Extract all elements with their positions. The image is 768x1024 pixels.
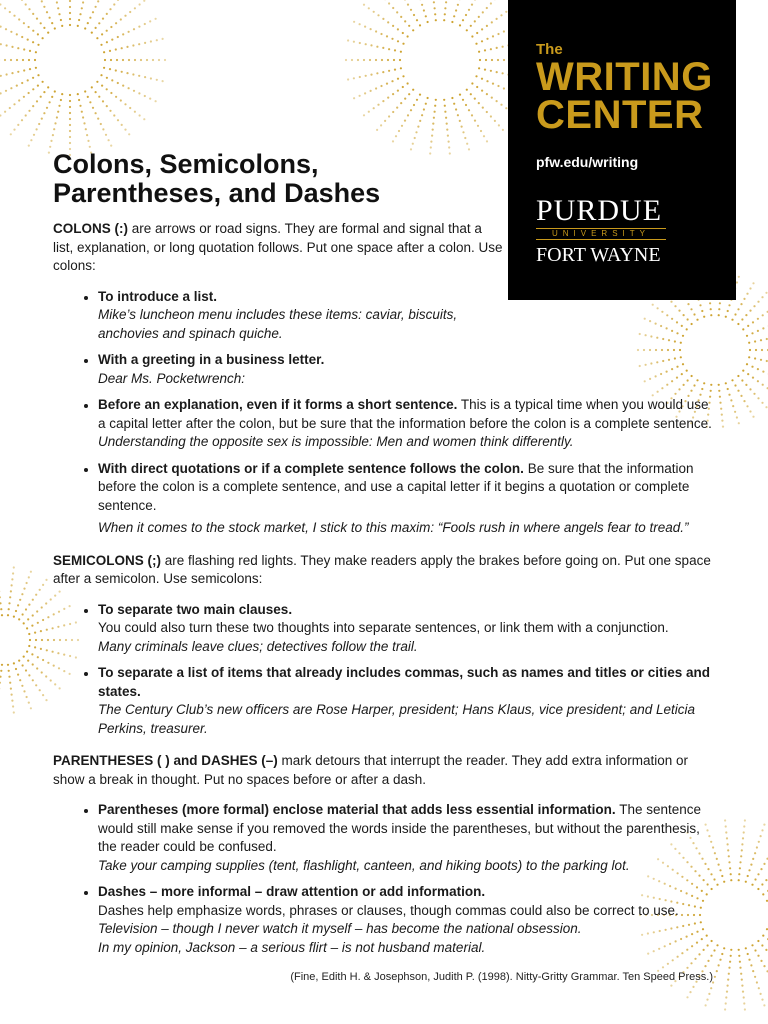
item-head: • To separate two main clauses. — [98, 601, 293, 617]
title-line-2: Parentheses, and Dashes — [53, 178, 381, 208]
list-item — [98, 664, 713, 738]
item-head: • Dashes – more informal – draw attention or add information. — [98, 884, 486, 899]
citation: (Fine, Edith H. & Josephson, Judith P. (1998). Nitty-Gritty Grammar. Ten Speed Press.) — [290, 971, 713, 983]
list-item — [98, 601, 713, 657]
item-body: Be sure that the information before the colon is a complete sentence, and use a capital letter if it begins a quotation or complete sentence. — [98, 460, 694, 513]
parentheses-intro — [53, 752, 713, 789]
logo-university: UNIVERSITY — [536, 228, 666, 240]
title-line-1: Colons, Semicolons, — [53, 149, 319, 179]
logo-the: The — [536, 41, 563, 58]
list-item — [98, 801, 713, 875]
colons-intro — [53, 220, 503, 276]
colons-intro-text: are arrows or road signs. They are formal and signal that a list, explanation, or long quotation follows. Put one space after a colon. Use colons: — [53, 221, 503, 273]
logo-fort-wayne: FORT WAYNE — [536, 244, 661, 266]
logo-purdue: PURDUE — [536, 194, 663, 227]
item-example: In my opinion, Jackson – a serious flirt – is not husband material. — [98, 939, 486, 955]
item-head: With a greeting in a business letter. — [98, 352, 325, 367]
item-example: Understanding the opposite sex is impossible: Men and women think differently. — [98, 434, 574, 449]
list-item — [98, 288, 458, 344]
item-head: To separate a list of items that already includes commas, such as names and titles or cities and states. — [98, 665, 710, 699]
item-example: When it comes to the stock market, I stick to this maxim: “Fools rush in where angels fear to tread.” — [98, 520, 689, 535]
item-head: With direct quotations or if a complete sentence follows the colon. — [98, 460, 524, 476]
item-head: Before an explanation, even if it forms a short sentence. — [98, 397, 458, 412]
sunburst — [0, 0, 166, 156]
colons-lead: COLONS (:) — [53, 221, 128, 236]
logo-writing: WRITING — [536, 55, 713, 99]
parentheses-lead: PARENTHESES ( ) and DASHES (–) — [53, 753, 278, 768]
item-body: You could also turn these two thoughts into separate sentences, or link them with a conjunction. — [98, 620, 669, 635]
item-example: Mike’s luncheon menu includes these items: caviar, biscuits, anchovies and spinach quiche. — [98, 307, 458, 341]
item-example: Many criminals leave clues; detectives follow the trail. — [98, 638, 418, 654]
list-item — [98, 460, 713, 538]
item-body: Dashes help emphasize words, phrases or clauses, though commas could also be correct to use. — [98, 902, 679, 918]
item-example: Take your camping supplies (tent, flashlight, canteen, and hiking boots) to the parking lot. — [98, 857, 630, 873]
colons-list — [53, 288, 713, 538]
page-title — [53, 150, 473, 208]
semicolons-intro-text: are flashing red lights. They make readers apply the brakes before going on. Put one space after a semicolon. Use semicolons: — [53, 552, 711, 586]
list-item — [98, 396, 713, 452]
website-url[interactable]: pfw.edu/writing — [536, 154, 639, 170]
list-item — [98, 351, 713, 388]
item-example: The Century Club’s new officers are Rose Harper, president; Hans Klaus, vice president; and Leticia Perkins, treasurer. — [98, 702, 696, 736]
semicolons-lead: SEMICOLONS (;) — [53, 552, 161, 568]
parentheses-list — [53, 801, 713, 957]
logo-center: CENTER — [536, 93, 704, 137]
item-head: Parentheses (more formal) enclose material that adds less essential information. — [98, 802, 616, 817]
sunburst — [345, 0, 535, 155]
item-example: Television – though I never watch it myself – has become the national obsession. — [98, 921, 582, 936]
item-head: To introduce a list. — [98, 288, 218, 304]
item-body: This is a typical time when you would use a capital letter after the colon, but be sure that the information before the colon is a complete sentence. — [98, 397, 712, 431]
semicolons-intro — [53, 552, 713, 589]
list-item — [98, 883, 713, 957]
semicolons-list — [53, 601, 713, 739]
item-example: Dear Ms. Pocketwrench: — [98, 370, 246, 386]
item-body: The sentence would still make sense if you removed the words inside the parentheses, but without the parenthesis, the reader could be confused. — [98, 802, 701, 854]
parentheses-intro-text: mark detours that interrupt the reader. They add extra information or show a break in thought. Put no spaces before or after a dash. — [53, 753, 688, 787]
handout-content — [53, 150, 713, 983]
